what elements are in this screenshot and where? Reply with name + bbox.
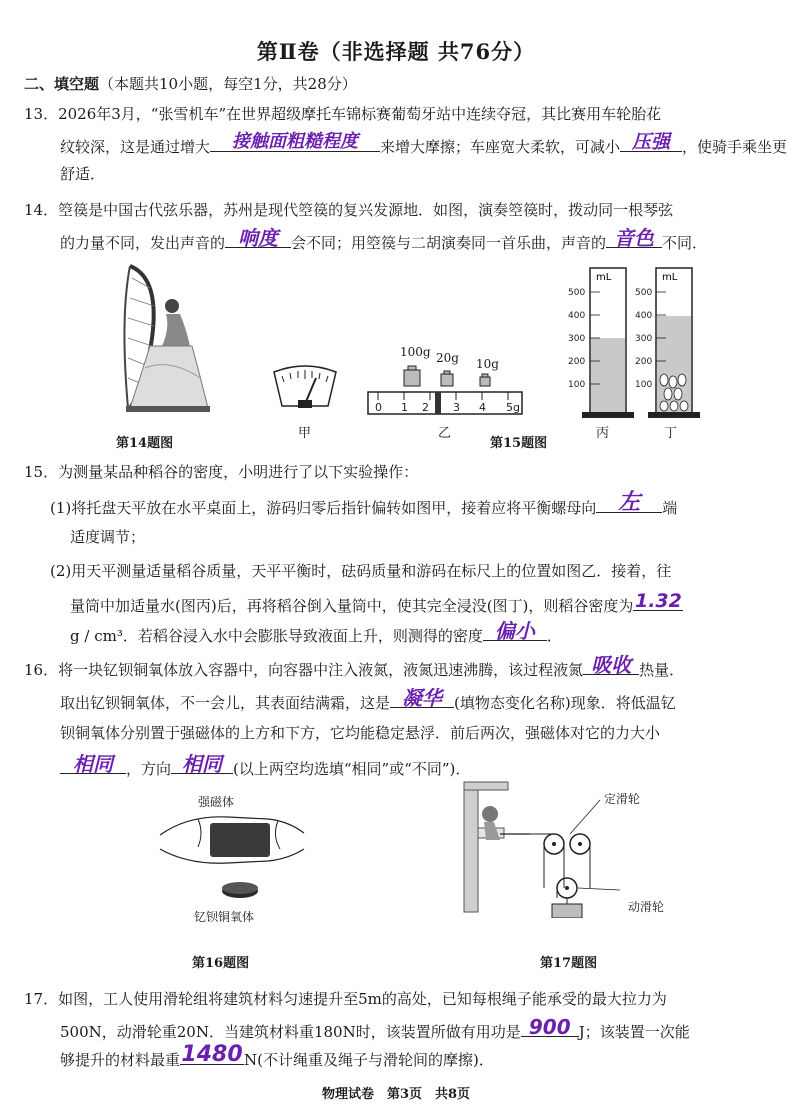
q14-blank-1[interactable] (225, 226, 291, 250)
rider-ruler-figure (366, 362, 526, 422)
q13-answer-1: 接触面粗糙程度 (232, 131, 359, 152)
q13-text-b: 来增大摩擦；车座宽大柔软，可减小 (380, 138, 621, 156)
q17-line3 (60, 1042, 494, 1071)
label-strong-magnet: 强磁体 (198, 795, 235, 809)
q15-answer-3: 偏小 (494, 619, 535, 643)
magnet-levitation-illustration (158, 805, 308, 905)
fig15-caption: 第15题图 (490, 436, 548, 451)
ruler-tick-2: 2 (422, 401, 429, 414)
q14-text-c: 不同． (662, 234, 708, 252)
q16-text-e: ，方向 (126, 760, 172, 778)
q16-answer-3: 相同 (73, 752, 113, 776)
q16-blank-1[interactable] (583, 653, 639, 677)
graduated-cylinders (560, 262, 700, 422)
weight-label-100g: 100g (400, 345, 431, 359)
cyl-ding-unit: mL (662, 272, 678, 283)
cyl-ding-tick-100: 100 (635, 380, 653, 390)
q15-p2-text-b: 量筒中加适量水(图丙)后，再将稻谷倒入量筒中，使其完全浸没(图丁)，则稻谷密度为 (70, 597, 634, 615)
q14-line2 (60, 226, 708, 254)
q15-blank-3[interactable] (483, 619, 547, 643)
q17-text-d: N(不计绳重及绳子与滑轮间的摩擦)． (244, 1051, 494, 1069)
cyl-ding-tick-500: 500 (635, 288, 653, 298)
section-note: （本题共10小题，每空1分，共28分） (99, 75, 357, 93)
q15-p2-text-c: g / cm³．若稻谷浸入水中会膨胀导致液面上升，则测得的密度 (70, 627, 483, 645)
q16-answer-4: 相同 (182, 752, 223, 776)
page-title: 第Ⅱ卷（非选择题 共76分） (256, 39, 536, 64)
q15-p2-line1: (2)用天平测量适量稻谷质量，天平平衡时，砝码质量和游码在标尺上的位置如图乙．接着，往 (50, 562, 672, 580)
q16-text-d: (填物态变化名称)现象．将低温钇 (454, 694, 676, 712)
cyl-bing-unit: mL (596, 272, 612, 283)
q15-p2-line3 (70, 619, 562, 647)
q15-p2-text-d: ． (546, 627, 562, 645)
cyl-ding-tick-200: 200 (635, 357, 653, 367)
q16-blank-4[interactable] (171, 752, 233, 776)
q14-text-b: 会不同；用箜篌与二胡演奏同一首乐曲，声音的 (291, 234, 607, 252)
q17-answer-2: 1480 (181, 1042, 243, 1067)
q13-answer-2: 压强 (632, 131, 671, 153)
cyl-bing-tick-400: 400 (568, 311, 586, 321)
q15-blank-2[interactable] (633, 592, 683, 611)
q14-line1: 14．箜篌是中国古代弦乐器，苏州是现代箜篌的复兴发源地．如图，演奏箜篌时，拨动同一根琴弦 (24, 201, 674, 219)
q17-line1: 17．如图，工人使用滑轮组将建筑材料匀速提升至5m的高处，已知每根绳子能承受的最大拉力为 (24, 990, 667, 1008)
ruler-tick-4: 4 (479, 401, 486, 414)
cyl-bing-tick-300: 300 (568, 334, 586, 344)
fig-label-ding: 丁 (664, 426, 678, 441)
q13-line1: 13．2026年3月，“张雪机车”在世界超级摩托车锦标赛葡萄牙站中连续夺冠，其比赛用车轮胎花 (24, 105, 662, 123)
q17-text-a: 500N，动滑轮重20N．当建筑材料重180N时，该装置所做有用功是 (60, 1023, 521, 1041)
cyl-bing-tick-100: 100 (568, 380, 586, 390)
fig16-caption: 第16题图 (192, 956, 250, 971)
q16-line1 (24, 653, 685, 681)
q16-text-f: (以上两空均选填“相同”或“不同”)． (233, 760, 471, 778)
q13-blank-2[interactable] (620, 133, 682, 152)
q14-answer-2: 音色 (614, 226, 655, 250)
q15-answer-2: 1.32 (634, 590, 682, 612)
q15-p1-cont: 适度调节； (70, 528, 146, 546)
q16-answer-1: 吸收 (591, 653, 632, 677)
q17-blank-2[interactable] (180, 1042, 244, 1067)
q17-text-c: 够提升的材料最重 (60, 1051, 181, 1069)
weight-label-20g: 20g (436, 351, 459, 365)
label-moving-pulley: 动滑轮 (628, 900, 665, 914)
ruler-tick-5: 5g (506, 401, 520, 414)
q16-answer-2: 凝华 (402, 686, 443, 710)
cyl-ding-tick-400: 400 (635, 311, 653, 321)
q13-blank-1[interactable] (210, 133, 380, 152)
q13-text-a: 纹较深，这是通过增大 (60, 138, 211, 156)
q16-text-b: 热量． (639, 661, 685, 679)
q13-line2 (60, 133, 787, 158)
ruler-tick-1: 1 (401, 401, 408, 414)
fig-label-bing: 丙 (596, 426, 610, 441)
q16-line2 (60, 686, 676, 714)
label-ybco: 钇钡铜氧体 (194, 910, 255, 924)
q15-blank-1[interactable] (596, 490, 662, 515)
q16-line3: 钡铜氧体分别置于强磁体的上方和下方，它均能稳定悬浮．前后两次，强磁体对它的力大小 (60, 724, 661, 742)
weight-label-10g: 10g (476, 357, 499, 371)
ruler-tick-0: 0 (375, 401, 382, 414)
ruler-tick-3: 3 (453, 401, 460, 414)
q16-text-c: 取出钇钡铜氧体，不一会儿，其表面结满霜，这是 (60, 694, 391, 712)
q15-answer-1: 左 (618, 490, 641, 515)
q17-text-b: J；该装置一次能 (578, 1023, 690, 1041)
q16-blank-2[interactable] (390, 686, 454, 710)
q13-text-c: ，使骑手乘坐更 (682, 138, 788, 156)
cyl-ding-tick-300: 300 (635, 334, 653, 344)
q16-text-a: 16．将一块钇钡铜氧体放入容器中，向容器中注入液氮，液氮迅速沸腾，该过程液氮 (24, 661, 584, 679)
section-name: 二、填空题 (24, 75, 100, 93)
q13-line3: 舒适． (60, 165, 106, 183)
q14-answer-1: 响度 (238, 226, 279, 250)
balance-pointer-scale (270, 362, 340, 410)
q15-line1: 15．为测量某品种稻谷的密度，小明进行了以下实验操作： (24, 463, 419, 481)
q16-blank-3[interactable] (60, 752, 126, 776)
cyl-bing-tick-500: 500 (568, 288, 586, 298)
q14-blank-2[interactable] (606, 226, 662, 250)
page-footer: 物理试卷 第3页 共8页 (321, 1087, 471, 1102)
section-heading (24, 73, 357, 94)
fig-label-jia: 甲 (298, 426, 312, 441)
q15-p1-text-a: (1)将托盘天平放在水平桌面上，游码归零后指针偏转如图甲，接着应将平衡螺母向 (50, 499, 597, 517)
q15-p1 (50, 490, 678, 519)
fig17-caption: 第17题图 (540, 956, 598, 971)
harp-player-illustration (100, 258, 210, 420)
q14-text-a: 的力量不同，发出声音的 (60, 234, 226, 252)
q17-line2 (60, 1015, 690, 1043)
label-fixed-pulley: 定滑轮 (604, 792, 641, 806)
q15-p1-text-b: 端 (662, 499, 678, 517)
cyl-bing-tick-200: 200 (568, 357, 586, 367)
q17-blank-1[interactable] (521, 1015, 579, 1039)
q15-p2-line2 (70, 592, 683, 617)
fig14-caption: 第14题图 (116, 436, 174, 451)
q16-line4 (60, 752, 471, 780)
q17-answer-1: 900 (528, 1015, 571, 1039)
fig-label-yi: 乙 (438, 426, 452, 441)
